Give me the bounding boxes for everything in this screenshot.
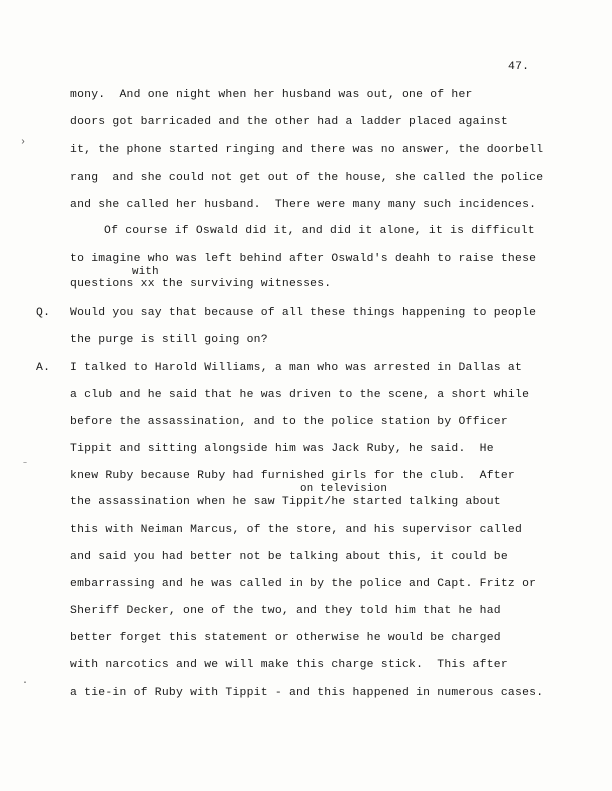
- question-label: Q.: [36, 307, 51, 319]
- text-line: and she called her husband. There were many many such incidences.: [70, 199, 537, 211]
- text-line: knew Ruby because Ruby had furnished girls for the club. After: [70, 470, 515, 482]
- text-line: this with Neiman Marcus, of the store, and his supervisor called: [70, 524, 523, 536]
- text-line: questions xx the surviving witnesses.: [70, 278, 332, 290]
- text-line: Would you say that because of all these things happening to people: [70, 307, 537, 319]
- text-line: and said you had better not be talking about this, it could be: [70, 551, 508, 563]
- text-line: before the assassination, and to the police station by Officer: [70, 416, 508, 428]
- page-number: 47.: [508, 61, 530, 73]
- text-line: Of course if Oswald did it, and did it alone, it is difficult: [104, 225, 535, 237]
- text-line: I talked to Harold Williams, a man who was arrested in Dallas at: [70, 362, 523, 374]
- margin-mark: ›: [20, 137, 27, 148]
- text-line: to imagine who was left behind after Oswald's deahh to raise these: [70, 253, 537, 265]
- text-line: a tie-in of Ruby with Tippit - and this happened in numerous cases.: [70, 687, 544, 699]
- text-line: the assassination when he saw Tippit/he started talking about: [70, 496, 501, 508]
- text-line: a club and he said that he was driven to the scene, a short while: [70, 389, 530, 401]
- text-line: better forget this statement or otherwise he would be charged: [70, 632, 501, 644]
- text-line: with narcotics and we will make this charge stick. This after: [70, 659, 508, 671]
- text-line: rang and she could not get out of the house, she called the police: [70, 172, 544, 184]
- answer-label: A.: [36, 362, 51, 374]
- margin-mark: ·: [22, 678, 29, 689]
- text-line: Tippit and sitting alongside him was Jack Ruby, he said. He: [70, 443, 494, 455]
- text-line: it, the phone started ringing and there was no answer, the doorbell: [70, 144, 544, 156]
- text-line: doors got barricaded and the other had a ladder placed against: [70, 116, 508, 128]
- interlinear-insertion: with: [132, 266, 159, 278]
- text-line: the purge is still going on?: [70, 334, 268, 346]
- text-line: Sheriff Decker, one of the two, and they told him that he had: [70, 605, 501, 617]
- text-line: embarrassing and he was called in by the police and Capt. Fritz or: [70, 578, 537, 590]
- text-line: mony. And one night when her husband was out, one of her: [70, 89, 473, 101]
- interlinear-insertion: on television: [300, 483, 388, 495]
- margin-mark: ⁻: [22, 461, 29, 472]
